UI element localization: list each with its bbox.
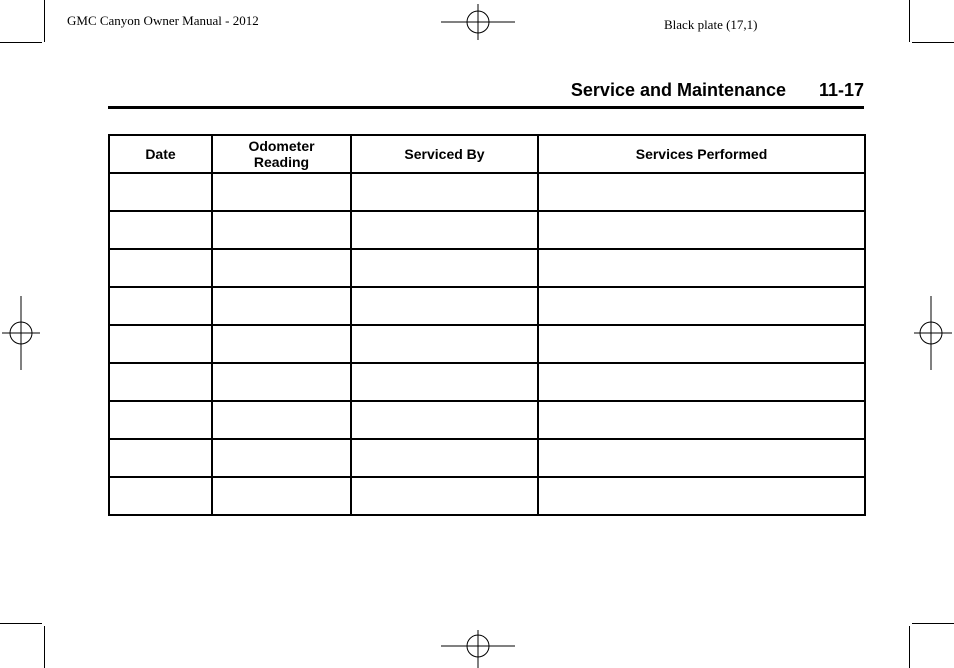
service-log-table <box>108 134 866 516</box>
section-title: Service and Maintenance <box>570 80 786 100</box>
table-cell-services-performed <box>538 211 865 249</box>
column-header-line: Serviced By <box>404 146 485 162</box>
table-cell-odometer-reading <box>212 401 351 439</box>
crop-mark-bottom-left-horizontal <box>0 623 42 624</box>
table-cell-odometer-reading <box>212 363 351 401</box>
table-cell-services-performed <box>538 401 865 439</box>
table-cell-date <box>109 401 212 439</box>
table-cell-date <box>109 325 212 363</box>
table-cell-odometer-reading <box>212 477 351 515</box>
table-cell-odometer-reading <box>212 325 351 363</box>
table-cell-odometer-reading <box>212 439 351 477</box>
table-cell-services-performed <box>538 477 865 515</box>
table-cell-services-performed <box>538 325 865 363</box>
crop-mark-top-left-horizontal <box>0 42 42 43</box>
column-header-date <box>109 135 212 173</box>
column-header-line: Reading <box>253 154 310 170</box>
table-cell-date <box>109 173 212 211</box>
registration-mark-left-icon <box>0 296 42 370</box>
table-body <box>109 173 865 515</box>
page-number: 11-17 <box>818 80 864 100</box>
plate-left-text: GMC Canyon Owner Manual - 2012 <box>67 13 259 28</box>
table-cell-serviced-by <box>351 211 538 249</box>
table-row <box>109 325 865 363</box>
table-cell-date <box>109 477 212 515</box>
registration-mark-right-icon <box>912 296 954 370</box>
table-cell-services-performed <box>538 363 865 401</box>
table-cell-odometer-reading <box>212 249 351 287</box>
table-cell-services-performed <box>538 439 865 477</box>
crop-mark-bottom-left-vertical <box>44 626 45 668</box>
table-row <box>109 173 865 211</box>
table-row <box>109 439 865 477</box>
table-row <box>109 287 865 325</box>
table-cell-serviced-by <box>351 325 538 363</box>
table-cell-services-performed <box>538 249 865 287</box>
table-cell-services-performed <box>538 287 865 325</box>
section-header <box>108 80 864 109</box>
crop-mark-bottom-right-horizontal <box>912 623 954 624</box>
table-row <box>109 249 865 287</box>
table-cell-date <box>109 211 212 249</box>
column-header-line: Odometer <box>248 138 315 154</box>
table-cell-services-performed <box>538 173 865 211</box>
table-cell-odometer-reading <box>212 287 351 325</box>
crop-mark-top-right-vertical <box>909 0 910 42</box>
table-row <box>109 477 865 515</box>
table-cell-serviced-by <box>351 287 538 325</box>
table-header-row <box>109 135 865 173</box>
column-header-odometer-reading <box>212 135 351 173</box>
column-header-line: Date <box>145 146 176 162</box>
table-cell-odometer-reading <box>212 173 351 211</box>
table-cell-serviced-by <box>351 363 538 401</box>
table-cell-odometer-reading <box>212 211 351 249</box>
table-cell-date <box>109 249 212 287</box>
table-cell-serviced-by <box>351 477 538 515</box>
table-cell-date <box>109 287 212 325</box>
crop-mark-bottom-right-vertical <box>909 626 910 668</box>
column-header-serviced-by <box>351 135 538 173</box>
table-row <box>109 401 865 439</box>
table-cell-serviced-by <box>351 439 538 477</box>
table-cell-serviced-by <box>351 249 538 287</box>
table-cell-date <box>109 363 212 401</box>
table-cell-serviced-by <box>351 401 538 439</box>
column-header-services-performed <box>538 135 865 173</box>
crop-mark-top-left-vertical <box>44 0 45 42</box>
crop-mark-top-right-horizontal <box>912 42 954 43</box>
column-header-line: Services Performed <box>635 146 768 162</box>
table-row <box>109 363 865 401</box>
registration-mark-top-icon <box>441 0 515 42</box>
plate-right-text: Black plate (17,1) <box>664 17 758 32</box>
table-row <box>109 211 865 249</box>
registration-mark-bottom-icon <box>441 626 515 668</box>
table-cell-date <box>109 439 212 477</box>
table-cell-serviced-by <box>351 173 538 211</box>
